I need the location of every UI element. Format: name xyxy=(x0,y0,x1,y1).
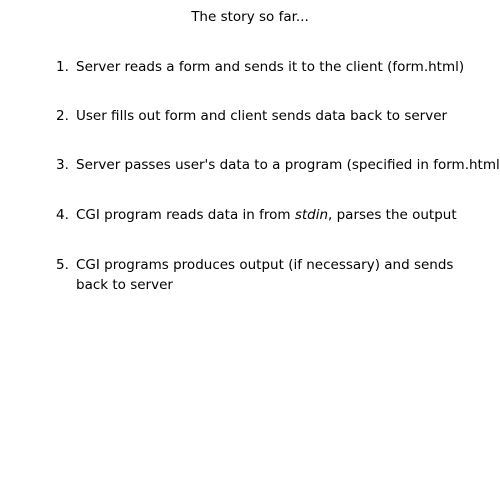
list-item xyxy=(56,155,500,175)
list-item-text: CGI programs produces output (if necessary) and sends back to server xyxy=(76,257,454,293)
list-item-number: 3. xyxy=(56,157,69,173)
list-item-text xyxy=(76,205,500,225)
list-item xyxy=(56,205,500,225)
list-item-number: 1. xyxy=(56,59,69,75)
list-item xyxy=(56,255,500,295)
list-item-text: User fills out form and client sends data back to server xyxy=(76,108,448,124)
list-item-number: 2. xyxy=(56,108,69,124)
list-item-text-start: CGI program reads data in from xyxy=(76,207,295,223)
stdin-emphasis: stdin xyxy=(294,207,329,223)
list-item-text: Server reads a form and sends it to the client (form.html) xyxy=(76,59,465,75)
list-item-number: 5. xyxy=(56,257,69,273)
list-item-text-end: , parses the output xyxy=(328,207,457,223)
list-item-text: Server passes user's data to a program (specified in form.html xyxy=(76,157,500,173)
list-item xyxy=(56,57,500,77)
slide-title: The story so far... xyxy=(191,9,309,25)
list-item xyxy=(56,106,500,126)
list-item-number: 4. xyxy=(56,207,69,223)
